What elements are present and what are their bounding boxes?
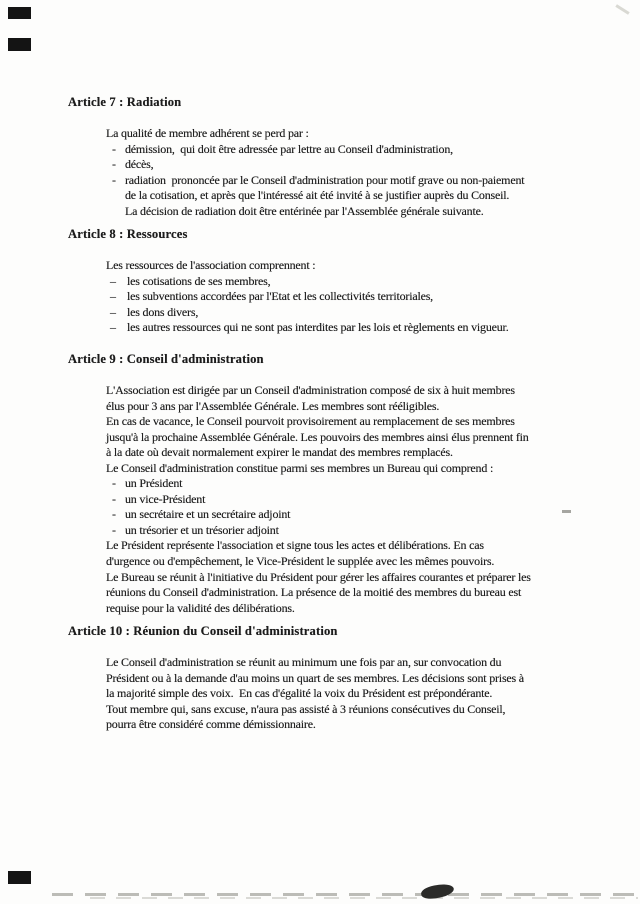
list-item-text: démission, qui doit être adressée par lettre au Conseil d'administration, — [125, 141, 453, 156]
text-line: à la date où devait normalement expirer le mandat des membres remplacés. — [106, 445, 453, 460]
list-item — [110, 305, 610, 321]
article-10 — [68, 623, 610, 733]
list-item-text: un trésorier et un trésorier adjoint — [125, 522, 279, 537]
article-8-heading: Article 8 : Ressources — [68, 227, 188, 241]
article-10-heading: Article 10 : Réunion du Conseil d'administration — [68, 624, 338, 638]
text-line: réunions du Conseil d'administration. La présence de la moitié des membres du bureau est — [106, 585, 522, 600]
text-line: Le Conseil d'administration constitue parmi ses membres un Bureau qui comprend : — [106, 460, 494, 475]
bullet-dash: - — [112, 157, 116, 172]
bullet-dash: - — [112, 522, 116, 537]
scan-mark-top-left-upper — [8, 7, 31, 19]
bullet-dash: - — [112, 476, 116, 491]
perforation-dashed-line-faint — [90, 897, 638, 899]
list-item — [112, 142, 610, 158]
bullet-dash: – — [110, 320, 116, 335]
text-line: élus pour 3 ans par l'Assemblée Générale. Les membres sont rééligibles. — [106, 398, 440, 413]
list-item-text: les subventions accordées par l'Etat et les collectivités territoriales, — [127, 289, 433, 304]
bullet-dash: - — [112, 507, 116, 522]
article-8 — [68, 226, 610, 336]
list-item-text: les dons divers, — [127, 304, 199, 319]
article-9-body — [106, 383, 610, 616]
bullet-dash: – — [110, 304, 116, 319]
list-item-text: les autres ressources qui ne sont pas interdites par les lois et règlements en vigueur. — [127, 320, 509, 335]
list-item — [112, 492, 610, 508]
text-line: La qualité de membre adhérent se perd par : — [106, 126, 309, 140]
text-line: Les ressources de l'association comprennent : — [106, 258, 316, 272]
text-line: Président ou à la demande d'au moins un quart de ses membres. Les décisions sont prises à — [106, 670, 524, 685]
text-line: pourra être considéré comme démissionnaire. — [106, 717, 316, 732]
text-line: de la cotisation, et après que l'intéressé ait été invité à se justifier auprès du Conseil. — [125, 188, 510, 203]
list-item-text: décès, — [125, 157, 154, 172]
article-7-heading: Article 7 : Radiation — [68, 95, 182, 109]
text-line: Le Bureau se réunit à l'initiative du Président pour gérer les affaires courantes et préparer les — [106, 569, 531, 584]
list-item-text: radiation prononcée par le Conseil d'administration pour motif grave ou non-paiement — [125, 172, 525, 187]
perforation-dashed-line — [52, 893, 638, 896]
text-line: L'Association est dirigée par un Conseil d'administration composé de six à huit membres — [106, 383, 515, 397]
text-line: Tout membre qui, sans excuse, n'aura pas assisté à 3 réunions consécutives du Conseil, — [106, 701, 506, 716]
article-8-body — [106, 258, 610, 336]
text-line: Le Conseil d'administration se réunit au minimum une fois par an, sur convocation du — [106, 655, 502, 669]
text-line: Le Président représente l'association et signe tous les actes et délibérations. En cas — [106, 538, 484, 553]
scan-mark-bottom-left — [8, 871, 31, 884]
text-line: jusqu'à la prochaine Assemblée Générale. Les pouvoirs des membres ainsi élus prennent fin — [106, 429, 529, 444]
bullet-dash: - — [112, 491, 116, 506]
list-item — [112, 476, 610, 492]
bullet-dash: – — [110, 273, 116, 288]
list-item — [112, 507, 610, 523]
text-line: la majorité simple des voix. En cas d'égalité la voix du Président est prépondérante. — [106, 686, 493, 701]
list-item — [110, 289, 610, 305]
article-7-body — [106, 126, 610, 219]
bullet-dash: - — [112, 172, 116, 187]
text-line: requise pour la validité des délibérations. — [106, 600, 295, 615]
list-item-text: un secrétaire et un secrétaire adjoint — [125, 507, 291, 522]
text-line: En cas de vacance, le Conseil pourvoit provisoirement au remplacement de ses membres — [106, 414, 515, 429]
article-9-heading: Article 9 : Conseil d'administration — [68, 352, 264, 366]
list-item — [110, 320, 610, 336]
bullet-dash: – — [110, 289, 116, 304]
text-line: La décision de radiation doit être entérinée par l'Assemblée générale suivante. — [125, 203, 484, 218]
article-10-body — [106, 655, 610, 733]
list-item-text: les cotisations de ses membres, — [127, 273, 271, 288]
list-item — [110, 274, 610, 290]
text-line: d'urgence ou d'empêchement, le Vice-Président le supplée avec les mêmes pouvoirs. — [106, 554, 495, 569]
scan-scratch-top-right — [615, 4, 629, 14]
list-item-text: un Président — [125, 476, 183, 491]
scan-mark-top-left-lower — [8, 38, 31, 51]
list-item — [112, 173, 610, 189]
list-item-text: un vice-Président — [125, 491, 206, 506]
list-item — [112, 157, 610, 173]
article-9 — [68, 351, 610, 616]
list-item — [112, 523, 610, 539]
article-7 — [68, 94, 610, 219]
bullet-dash: - — [112, 141, 116, 156]
